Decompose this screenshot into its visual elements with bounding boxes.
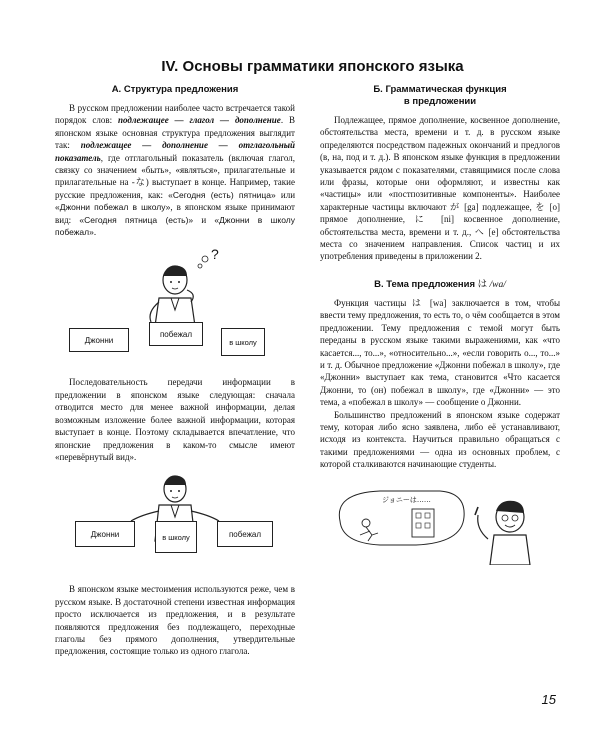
section-c-paragraph-1: Функция частицы は [wa] заключается в том, чтобы ввести тему предложения, то есть то, о чём сообщается в этом предложении. Тему предложения с темой могут быть переданы в русском языке такими выражениями, как «что касается..., то...», «относительно...», «если говорить о..., то...» и т. д. Обычное предложение «Джонни побежал в школу», где «Джонни» выступает как тема, становится «Что касается Джонни, то (он) побежал в школу», где «Джонни» — это тема, а «побежал в школу» — сообщение о Джонни.: [320, 297, 560, 408]
right-column: [320, 84, 560, 565]
word-box-to-school: в школу: [221, 328, 265, 356]
illustration-man-with-boxes: [55, 471, 295, 561]
section-a-paragraph-3: В японском языке местоимения используются реже, чем в русском языке. В достаточной степени известная информация просто исключается из предложения, и в результате появляются предложения без подлежащего, переходные глаголы без прямого дополнения, утвердительные предложения, состоящие только из одного глагола.: [55, 584, 295, 657]
section-a-paragraph-2: Последовательность передачи информации в предложении в японском языке следующая: сначала отводится место для менее важной информации, делая возможным изложение более важной информации, которая выступает в конце. Поэтому складывается впечатление, что японские предложения в каком-то смысле имеют «перевёрнутый вид».: [55, 377, 295, 462]
word-box-johnny-2: Джонни: [75, 521, 135, 547]
page-title: IV. Основы грамматики японского языка: [161, 58, 464, 75]
section-a-heading: А. Структура предложения: [111, 84, 239, 95]
word-box-johnny: Джонни: [69, 328, 129, 352]
section-a-paragraph-1: В русском предложении наиболее часто встречается такой порядок слов: подлежащее — глагол — дополнение. В японском языке основная структура предложения выглядит так: подлежащее — дополнение — отглагольный показатель, где отглагольный показатель (включая глагол, связку со значением «быть», «являться», прилагательные и прилагательные на -な) выступает в конце. Например, такие русские предложения, как: «Сегодня (есть) пятница» или «Джонни побежал в школу», в японском языке принимают вид: «Сегодня пятница (есть)» и «Джонни в школу побежал».: [55, 103, 296, 238]
thought-mark: ?: [211, 246, 219, 263]
word-box-ran: побежал: [149, 322, 203, 346]
word-box-to-school-2: в школу: [155, 521, 197, 553]
page-number: 15: [541, 692, 556, 707]
section-c-heading: В. Тема предложения は /wa/: [374, 278, 506, 290]
left-column: [55, 84, 295, 658]
illustration-johnny-running: [320, 481, 560, 565]
illustration-thinking-man: [55, 246, 295, 358]
running-scene-icon: [320, 481, 560, 565]
section-c-paragraph-2: Большинство предложений в японском языке содержат тему, которая либо ясно заявлена, либо её устанавливают, исходя из контекста. Научиться правильно обращаться с такими предложениями — одна из основных проблем, с которой сталкиваются начинающие студенты.: [320, 409, 560, 470]
speech-bubble-text: ジョニーは……: [382, 495, 431, 504]
word-box-ran-2: побежал: [217, 521, 273, 547]
section-b-heading: Б. Грамматическая функция в предложении: [373, 84, 507, 107]
section-b-paragraph: Подлежащее, прямое дополнение, косвенное дополнение, обстоятельства места, времени и т. д. в русском языке определяются посредством падежных окончаний и предлогов (в, на, под и т. д.). В японском языке функция в предложении указывается рядом с показателями, ставящимися после слова или фразы, которые они оформляют, и известны как «частицы» или «постпозитивные компоненты». Наиболее характерные частицы включают が [ga] подлежащее, を [o] прямое дополнение, に [ni] косвенное дополнение, обстоятельства места, времени и т. д., へ [e] обстоятельства места со значением направления. Список частиц и их употребления приведены в приложении 2.: [320, 115, 560, 262]
